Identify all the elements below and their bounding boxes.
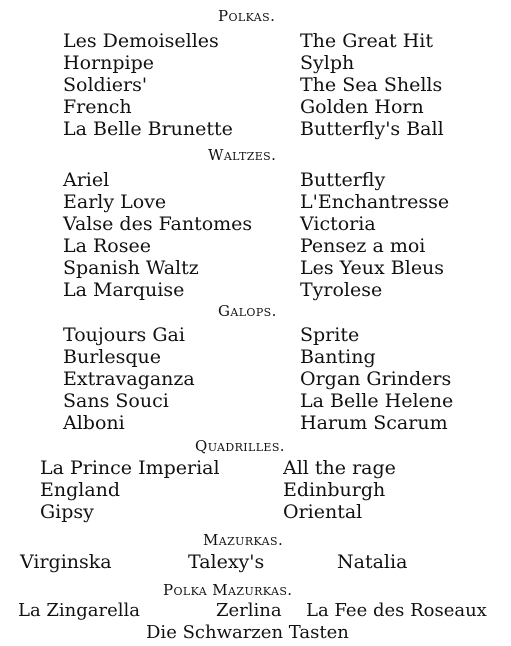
list-item: Gipsy xyxy=(40,501,94,523)
list-item: Sprite xyxy=(300,324,360,346)
list-item: Harum Scarum xyxy=(300,412,448,434)
list-item: Alboni xyxy=(63,412,125,434)
list-item: Hornpipe xyxy=(63,52,154,74)
section-heading-waltzes: Waltzes. xyxy=(208,146,277,164)
list-item: Sans Souci xyxy=(63,390,169,412)
list-item: Oriental xyxy=(283,501,363,523)
list-item: Soldiers' xyxy=(63,74,148,96)
section-heading-polka-mazurkas: Polka Mazurkas. xyxy=(163,581,293,599)
list-item: Die Schwarzen Tasten xyxy=(146,622,349,643)
list-item: La Rosee xyxy=(63,235,151,257)
list-item: Butterfly xyxy=(300,169,386,191)
section-heading-polkas: Polkas. xyxy=(218,7,276,25)
list-item: Tyrolese xyxy=(300,279,383,301)
section-heading-mazurkas: Mazurkas. xyxy=(203,531,284,549)
list-item: Organ Grinders xyxy=(300,368,452,390)
list-item: The Sea Shells xyxy=(300,74,443,96)
list-item: Early Love xyxy=(63,191,167,213)
list-item: Talexy's xyxy=(188,551,265,573)
list-item: Natalia xyxy=(337,551,408,573)
list-item: Extravaganza xyxy=(63,368,195,390)
list-item: Zerlina xyxy=(216,600,282,621)
list-item: England xyxy=(40,479,121,501)
list-item: Banting xyxy=(300,346,376,368)
list-item: Les Demoiselles xyxy=(63,30,219,52)
list-item: La Prince Imperial xyxy=(40,457,220,479)
list-item: Sylph xyxy=(300,52,355,74)
list-item: Virginska xyxy=(20,551,112,573)
list-item: The Great Hit xyxy=(300,30,433,52)
list-item: Burlesque xyxy=(63,346,161,368)
list-item: La Fee des Roseaux xyxy=(306,600,487,621)
list-item: La Belle Brunette xyxy=(63,118,233,140)
list-item: Edinburgh xyxy=(283,479,386,501)
list-item: Ariel xyxy=(63,169,110,191)
list-item: Golden Horn xyxy=(300,96,424,118)
section-heading-galops: Galops. xyxy=(218,302,277,320)
list-item: La Zingarella xyxy=(18,600,141,621)
list-item: French xyxy=(63,96,132,118)
list-item: La Marquise xyxy=(63,279,185,301)
list-item: Pensez a moi xyxy=(300,235,426,257)
list-item: All the rage xyxy=(283,457,396,479)
list-item: Toujours Gai xyxy=(63,324,185,346)
list-item: Valse des Fantomes xyxy=(63,213,253,235)
list-item: L'Enchantresse xyxy=(300,191,450,213)
list-item: Les Yeux Bleus xyxy=(300,257,445,279)
section-heading-quadrilles: Quadrilles. xyxy=(195,437,285,455)
list-item: La Belle Helene xyxy=(300,390,454,412)
list-item: Butterfly's Ball xyxy=(300,118,444,140)
list-item: Spanish Waltz xyxy=(63,257,199,279)
list-item: Victoria xyxy=(300,213,376,235)
